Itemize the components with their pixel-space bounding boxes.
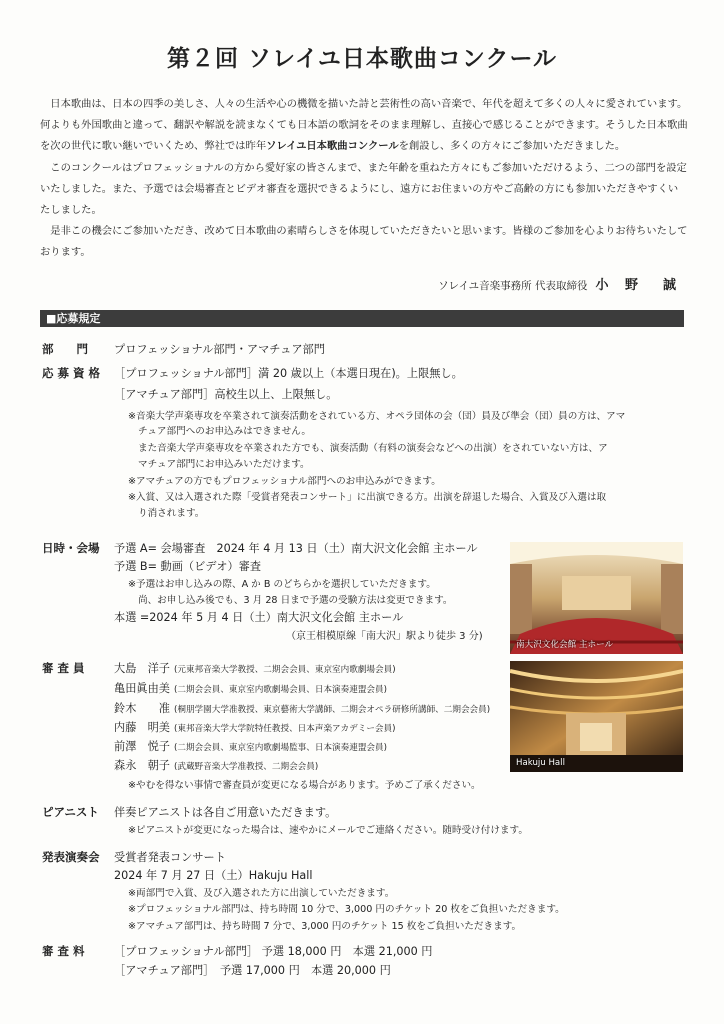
hakuju-photo — [510, 661, 683, 772]
bumon-text: プロフェッショナル部門・アマチュア部門 — [114, 343, 325, 356]
page-title: 第２回 ソレイユ日本歌曲コンクール — [166, 45, 558, 72]
pianist-text: 伴奏ピアニストは各自ご用意いただきます。 — [114, 806, 337, 819]
shikaku-note-1a: ※音楽大学声楽専攻を卒業されて演奏活動をされている方、オペラ団体の会（団）員及び準会（団）員の方は、アマ — [128, 411, 626, 422]
venue-access: （京王相模原線「南大沢」駅より徒歩 3 分) — [286, 631, 483, 642]
judge-item — [114, 700, 490, 716]
signature-name: 小 野 誠 — [595, 278, 682, 293]
hakuju-hall-image — [510, 661, 683, 772]
judge-title: (武蔵野音楽大学准教授、二期会会員) — [174, 762, 319, 772]
shikaku-note-3: ※アマチュアの方でもプロフェッショナル部門へのお申込みができます。 — [128, 476, 441, 487]
judge-name: 前澤 悦子 — [114, 740, 170, 753]
concert-note-3: ※アマチュア部門は、持ち時間 7 分で、3,000 円のチケット 15 枚をご負担いただきます。 — [128, 921, 522, 932]
venue-round-a: 予選 A= 会場審査 2024 年 4 月 13 日（土）南大沢文化会館 主ホール — [114, 542, 478, 555]
shikaku-ama: ［アマチュア部門］高校生以上、上限無し。 — [114, 388, 338, 401]
judge-item — [114, 738, 387, 754]
judge-name: 森永 朝子 — [114, 759, 170, 772]
shikaku-label: 応 募 資 格 — [42, 366, 101, 380]
concert-label: 発表演奏会 — [42, 850, 100, 864]
shikaku-note-4a: ※入賞、又は入選された際「受賞者発表コンサート」に出演できる方。出演を辞退した場合、入賞及び入選は取 — [128, 492, 607, 503]
shikaku-pro: ［プロフェッショナル部門］満 20 歳以上（本選日現在)。上限無し。 — [114, 367, 463, 380]
hakuju-photo-caption: Hakuju Hall — [516, 758, 565, 768]
judges-note: ※やむを得ない事情で審査員が変更になる場合があります。予めご了承ください。 — [128, 780, 481, 791]
venue-note-2: 尚、お申し込み後でも、3 月 28 日まで予選の受験方法は変更できます。 — [138, 595, 453, 606]
concert-date: 2024 年 7 月 27 日（土）Hakuju Hall — [114, 869, 313, 882]
venue-note-1: ※予選はお申し込みの際、A か B のどちらかを選択していただきます。 — [128, 579, 436, 590]
intro-p1-a: 日本歌曲は、日本の四季の美しさ、人々の生活や心の機微を描いた詩と芸術性の高い音楽で、年代を超えて多くの人々に愛されています。何よりも外国歌曲と違って、翻訳や解説を読まなくても日本語の歌詞をそのまま理解し、直接心で感じることができます。そうした日本歌曲を次の世代に歌い継いでいくため、弊社では昨年 — [40, 98, 688, 153]
intro-paragraph-2: このコンクールはプロフェッショナルの方から愛好家の皆さんまで、また年齢を重ねた方々にもご参加いただけるよう、二つの部門を設定いたしました。また、予選では会場審査とビデオ審査を選択できるようにし、遠方にお住まいの方やご高齢の方にも参加いただきやすくいたしました。 — [40, 161, 687, 217]
shikaku-note-1b: チュア部門へのお申込みはできません。 — [138, 426, 311, 437]
judge-item — [114, 757, 318, 773]
concert-name: 受賞者発表コンサート — [114, 851, 226, 864]
intro-text — [40, 94, 688, 264]
shikaku-note-4b: り消されます。 — [138, 508, 205, 519]
judge-title: (東邦音楽大学大学院特任教授、日本声楽アカデミー会員) — [174, 724, 396, 734]
venue-round-b: 予選 B= 動画（ビデオ）審査 — [114, 560, 262, 573]
judge-name: 内藤 明美 — [114, 721, 170, 734]
judge-title: (桐朋学園大学准教授、東京藝術大学講師、二期会オペラ研修所講師、二期会会員) — [174, 705, 491, 715]
intro-paragraph-3: 是非この機会にご参加いただき、改めて日本歌曲の素晴らしさを体現していただきたいと思います。皆様のご参加を心よりお待ちいたしております。 — [40, 225, 688, 259]
signature-org: ソレイユ音楽事務所 代表取締役 — [438, 280, 588, 292]
concert-note-2: ※プロフェッショナル部門は、持ち時間 10 分で、3,000 円のチケット 20 枚をご負担いただきます。 — [128, 904, 565, 915]
intro-p1-bold: ソレイユ日本歌曲コンクール — [266, 140, 399, 153]
fee-pro: ［プロフェッショナル部門］ 予選 18,000 円 本選 21,000 円 — [114, 945, 433, 958]
venue-label: 日時・会場 — [42, 541, 100, 555]
judge-item — [114, 680, 387, 696]
fee-ama: ［アマチュア部門］ 予選 17,000 円 本選 20,000 円 — [114, 964, 391, 977]
judge-name: 大島 洋子 — [114, 662, 170, 675]
judges-label: 審 査 員 — [42, 661, 85, 675]
pianist-note: ※ピアニストが変更になった場合は、速やかにメールでご連絡ください。随時受け付けます。 — [128, 825, 528, 836]
bumon-label: 部 門 — [42, 342, 88, 356]
shikaku-note-2b: マチュア部門にお申込みいただけます。 — [138, 459, 310, 470]
signature — [438, 274, 682, 293]
intro-p1-b: を創設し、多くの方々にご参加いただきました。 — [398, 140, 626, 153]
fee-label: 審 査 料 — [42, 944, 85, 958]
judge-title: (二期会会員、東京室内歌劇場監事、日本演奏連盟会員) — [174, 743, 387, 753]
judge-name: 亀田眞由美 — [114, 682, 170, 695]
pianist-label: ピアニスト — [42, 805, 99, 819]
judge-title: (元東邦音楽大学教授、二期会会員、東京室内歌劇場会員) — [174, 665, 396, 675]
judge-item — [114, 660, 396, 676]
section-header: ■応募規定 — [40, 310, 684, 327]
intro-paragraph-1 — [40, 94, 688, 158]
judge-item — [114, 719, 395, 735]
judge-title: (二期会会員、東京室内歌劇場会員、日本演奏連盟会員) — [174, 685, 387, 695]
concert-note-1: ※両部門で入賞、及び入選された方に出演していただきます。 — [128, 888, 395, 899]
shikaku-note-2a: また音楽大学声楽専攻を卒業された方でも、演奏活動（有料の演奏会などへの出演）をされていない方は、ア — [138, 443, 608, 454]
venue-photo — [510, 542, 683, 654]
judge-name: 鈴木 准 — [114, 702, 170, 715]
venue-final: 本選 =2024 年 5 月 4 日（土）南大沢文化会館 主ホール — [114, 611, 404, 624]
venue-photo-caption: 南大沢文化会館 主ホール — [516, 640, 614, 650]
